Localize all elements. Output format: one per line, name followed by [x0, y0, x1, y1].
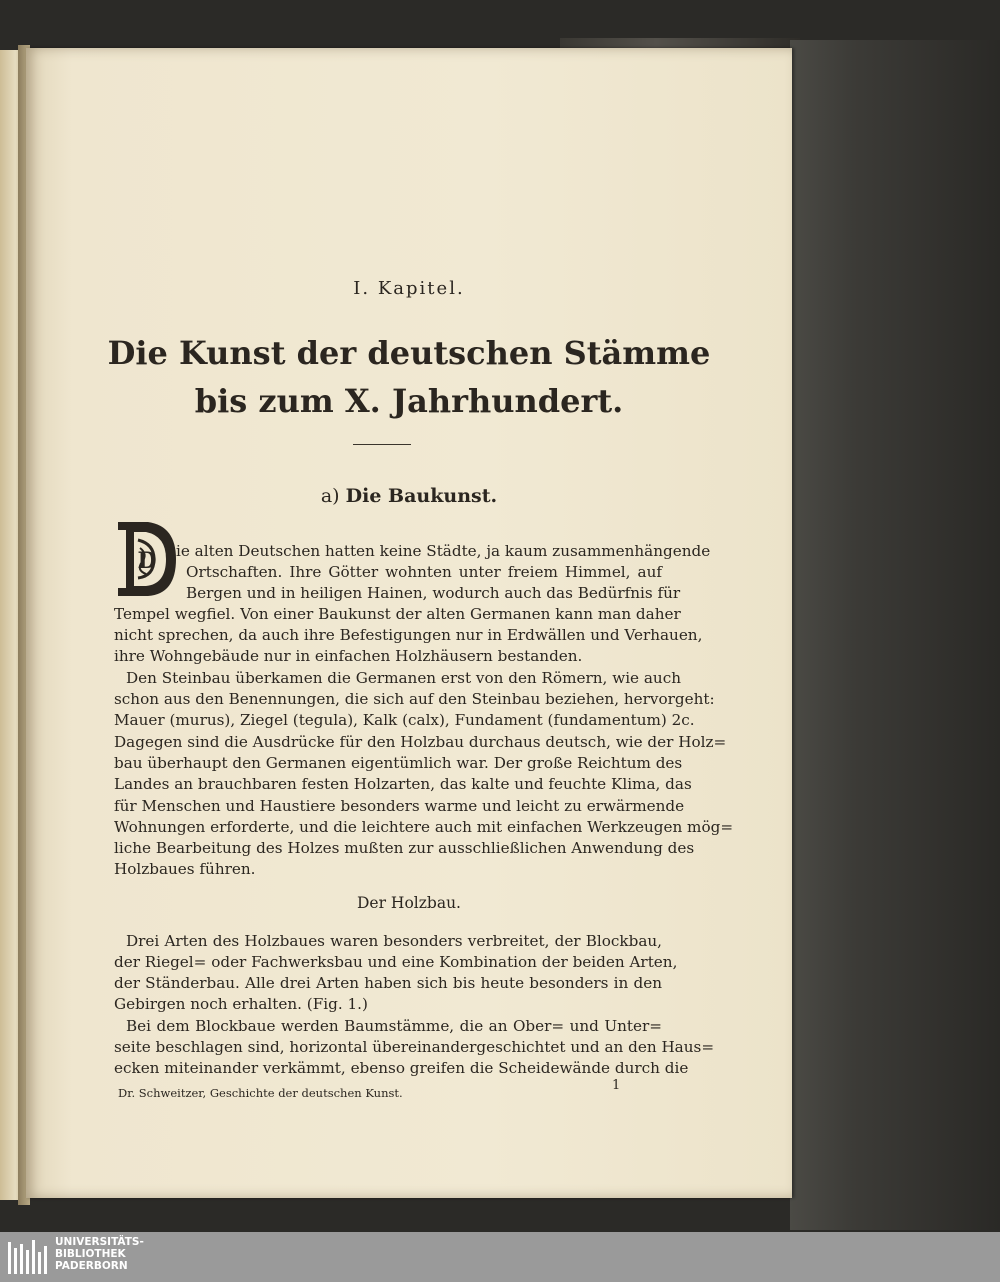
- page-title-line-1: Die Kunst der deutschen Stämme: [107, 334, 711, 372]
- text-line: für Menschen und Haustiere besonders warme und leicht zu erwärmende: [114, 797, 685, 815]
- text-line: Drei Arten des Holzbaues waren besonders verbreitet, der Blockbau,: [126, 932, 662, 950]
- library-footer-bar: [0, 1232, 1000, 1282]
- book-board: [790, 40, 1000, 1230]
- book-page: [26, 48, 792, 1198]
- text-line: der Ständerbau. Alle drei Arten haben sich bis heute besonders in den: [114, 974, 662, 992]
- text-line: Gebirgen noch erhalten. (Fig. 1.): [114, 995, 368, 1013]
- text-line: Ortschaften. Ihre Götter wohnten unter freiem Himmel, auf: [186, 563, 662, 581]
- text-line: ihre Wohngebäude nur in einfachen Holzhäusern bestanden.: [114, 647, 583, 665]
- logo-line-2: BIBLIOTHEK: [55, 1248, 126, 1260]
- text-line: Den Steinbau überkamen die Germanen erst von den Römern, wie auch: [126, 669, 681, 687]
- text-line: ecken miteinander verkämmt, ebenso greifen die Scheidewände durch die: [114, 1059, 689, 1077]
- library-logo-icon: [6, 1238, 50, 1278]
- section-prefix: a): [320, 485, 340, 507]
- logo-line-1: UNIVERSITÄTS-: [55, 1236, 144, 1248]
- page-number: 1: [612, 1078, 621, 1093]
- section-title: Die Baukunst.: [345, 485, 498, 507]
- text-line: nicht sprechen, da auch ihre Befestigungen nur in Erdwällen und Verhauen,: [114, 626, 703, 644]
- text-line: schon aus den Benennungen, die sich auf den Steinbau beziehen, hervorgeht:: [114, 690, 715, 708]
- ornamental-drop-cap: [114, 518, 180, 600]
- title-divider: [353, 444, 411, 445]
- footer-signature: Dr. Schweitzer, Geschichte der deutschen Kunst.: [118, 1086, 403, 1100]
- page-title-line-2: bis zum X. Jahrhundert.: [194, 382, 624, 420]
- text-line: ie alten Deutschen hatten keine Städte, ja kaum zusammenhängende: [176, 542, 711, 560]
- drop-cap-letter: D: [137, 548, 157, 574]
- text-line: liche Bearbeitung des Holzes mußten zur ausschließlichen Anwendung des: [114, 839, 695, 857]
- text-line: Landes an brauchbaren festen Holzarten, das kalte und feuchte Klima, das: [114, 775, 692, 793]
- text-line: Holzbaues führen.: [114, 860, 256, 878]
- text-line: Tempel wegfiel. Von einer Baukunst der alten Germanen kann man daher: [114, 605, 681, 623]
- text-line: der Riegel= oder Fachwerksbau und eine Kombination der beiden Arten,: [114, 953, 678, 971]
- text-line: Bei dem Blockbaue werden Baumstämme, die an Ober= und Unter=: [126, 1017, 662, 1035]
- section-heading: [26, 485, 792, 507]
- text-line: seite beschlagen sind, horizontal übereinandergeschichtet und an den Haus=: [114, 1038, 715, 1056]
- logo-line-3: PADERBORN: [55, 1260, 128, 1272]
- text-line: bau überhaupt den Germanen eigentümlich war. Der große Reichtum des: [114, 754, 683, 772]
- text-line: Dagegen sind die Ausdrücke für den Holzbau durchaus deutsch, wie der Holz=: [114, 733, 727, 751]
- subheading: Der Holzbau.: [357, 894, 461, 912]
- library-logo-text: [55, 1236, 144, 1272]
- text-line: Bergen und in heiligen Hainen, wodurch auch das Bedürfnis für: [186, 584, 681, 602]
- text-line: Wohnungen erforderte, und die leichtere auch mit einfachen Werkzeugen mög=: [114, 818, 734, 836]
- text-line: Mauer (murus), Ziegel (tegula), Kalk (calx), Fundament (fundamentum) 2c.: [114, 711, 695, 729]
- chapter-heading: I. Kapitel.: [353, 278, 465, 299]
